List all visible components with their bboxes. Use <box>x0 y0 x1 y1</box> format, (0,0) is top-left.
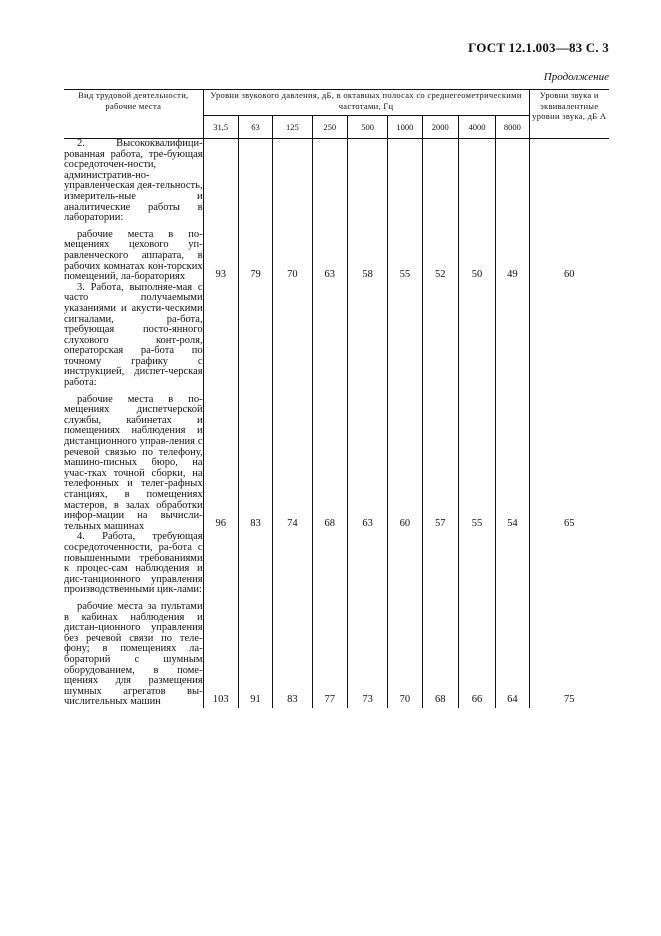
table-row <box>64 602 609 708</box>
value-cell: 79 <box>238 230 272 283</box>
value-cell: 55 <box>458 395 495 533</box>
value-cell: 57 <box>422 395 458 533</box>
value-cell: 77 <box>312 602 347 708</box>
continued-label: Продолжение <box>543 71 609 83</box>
header-activity-type: Вид трудовой деятельности, рабочие места <box>64 90 203 139</box>
value-cell: 64 <box>496 602 529 708</box>
header-freq-63: 63 <box>238 116 272 139</box>
value-cell: 63 <box>347 395 387 533</box>
value-cell: 60 <box>388 395 422 533</box>
section-description: 3. Работа, выполняе-мая с часто получаемыми указаниями и акусти-ческими сигналами, ра-бота, требующая посто-янного слухового конт-роля, операторская ра-бота по точному графику с инструкцией, диспет-черская работа: <box>64 283 203 395</box>
sound-level-cell: 75 <box>564 693 575 705</box>
header-freq-500: 500 <box>347 116 387 139</box>
value-cell: 103 <box>203 602 238 708</box>
section-description: 4. Работа, требующая сосредоточенности, ра-бота с повышенными требованиями к процес-сам наблюдения и дис-танционного управления производственными цик-лами: <box>64 532 203 602</box>
value-cell: 70 <box>273 230 312 283</box>
value-cell: 93 <box>203 230 238 283</box>
noise-level-table <box>64 89 609 708</box>
value-cell: 63 <box>312 230 347 283</box>
workplace-description: рабочие места в по-мещениях цехового уп-равленческого аппарата, в рабочих комнатах кон-торских помещений, ла-бораториях <box>64 228 203 283</box>
value-cell: 50 <box>458 230 495 283</box>
table-row <box>64 230 609 283</box>
value-cell: 52 <box>422 230 458 283</box>
value-cell: 74 <box>273 395 312 533</box>
table-row <box>64 283 609 395</box>
page-title: ГОСТ 12.1.003—83 С. 3 <box>468 40 609 55</box>
value-cell: 55 <box>388 230 422 283</box>
sound-level-cell: 60 <box>564 268 575 280</box>
header-freq-8000: 8000 <box>496 116 529 139</box>
table-row <box>64 139 609 230</box>
workplace-description: рабочие места в по-мещениях диспетчерской службы, кабинетах и помещениях наблюдения и дистанционного управ-ления с речевой связью по телефону, машино-писных бюро, на учас-тках точной сборки, на телефонных и телег-рафных станциях, в помещениях мастеров, в залах обработки инфор-мации на вычисли-тельных машинах <box>64 393 203 532</box>
table-row <box>64 532 609 602</box>
header-sound-level: Уровни звука и эквивалентные уровни звука, дБ А <box>529 90 609 139</box>
value-cell: 91 <box>238 602 272 708</box>
value-cell: 70 <box>388 602 422 708</box>
value-cell: 73 <box>347 602 387 708</box>
value-cell: 66 <box>458 602 495 708</box>
section-description: 2. Высококвалифици-рованная работа, тре-бующая сосредоточен-ности, административ-но-управленческая дея-тельность, измеритель-ные и аналитические работы в лаборатории: <box>64 139 203 230</box>
header-freq-4000: 4000 <box>458 116 495 139</box>
value-cell: 83 <box>238 395 272 533</box>
value-cell: 54 <box>496 395 529 533</box>
sound-level-cell: 65 <box>564 518 575 530</box>
header-octave-levels: Уровни звукового давления, дБ, в октавных полосах со среднегеометрическими частотами, Гц <box>203 90 529 116</box>
header-freq-1000: 1000 <box>388 116 422 139</box>
table-row <box>64 395 609 533</box>
value-cell: 83 <box>273 602 312 708</box>
header-freq-125: 125 <box>273 116 312 139</box>
value-cell: 49 <box>496 230 529 283</box>
header-freq-31-5: 31,5 <box>203 116 238 139</box>
value-cell: 68 <box>422 602 458 708</box>
value-cell: 68 <box>312 395 347 533</box>
header-freq-2000: 2000 <box>422 116 458 139</box>
workplace-description: рабочие места за пультами в кабинах наблюдения и дистан-ционного управления без речевой связи по теле-фону; в помещениях ла-бораторий с шумным оборудованием, в поме-щениях для размещения шумных агрегатов вы-числительных машин <box>64 600 203 708</box>
value-cell: 58 <box>347 230 387 283</box>
header-freq-250: 250 <box>312 116 347 139</box>
value-cell: 96 <box>203 395 238 533</box>
